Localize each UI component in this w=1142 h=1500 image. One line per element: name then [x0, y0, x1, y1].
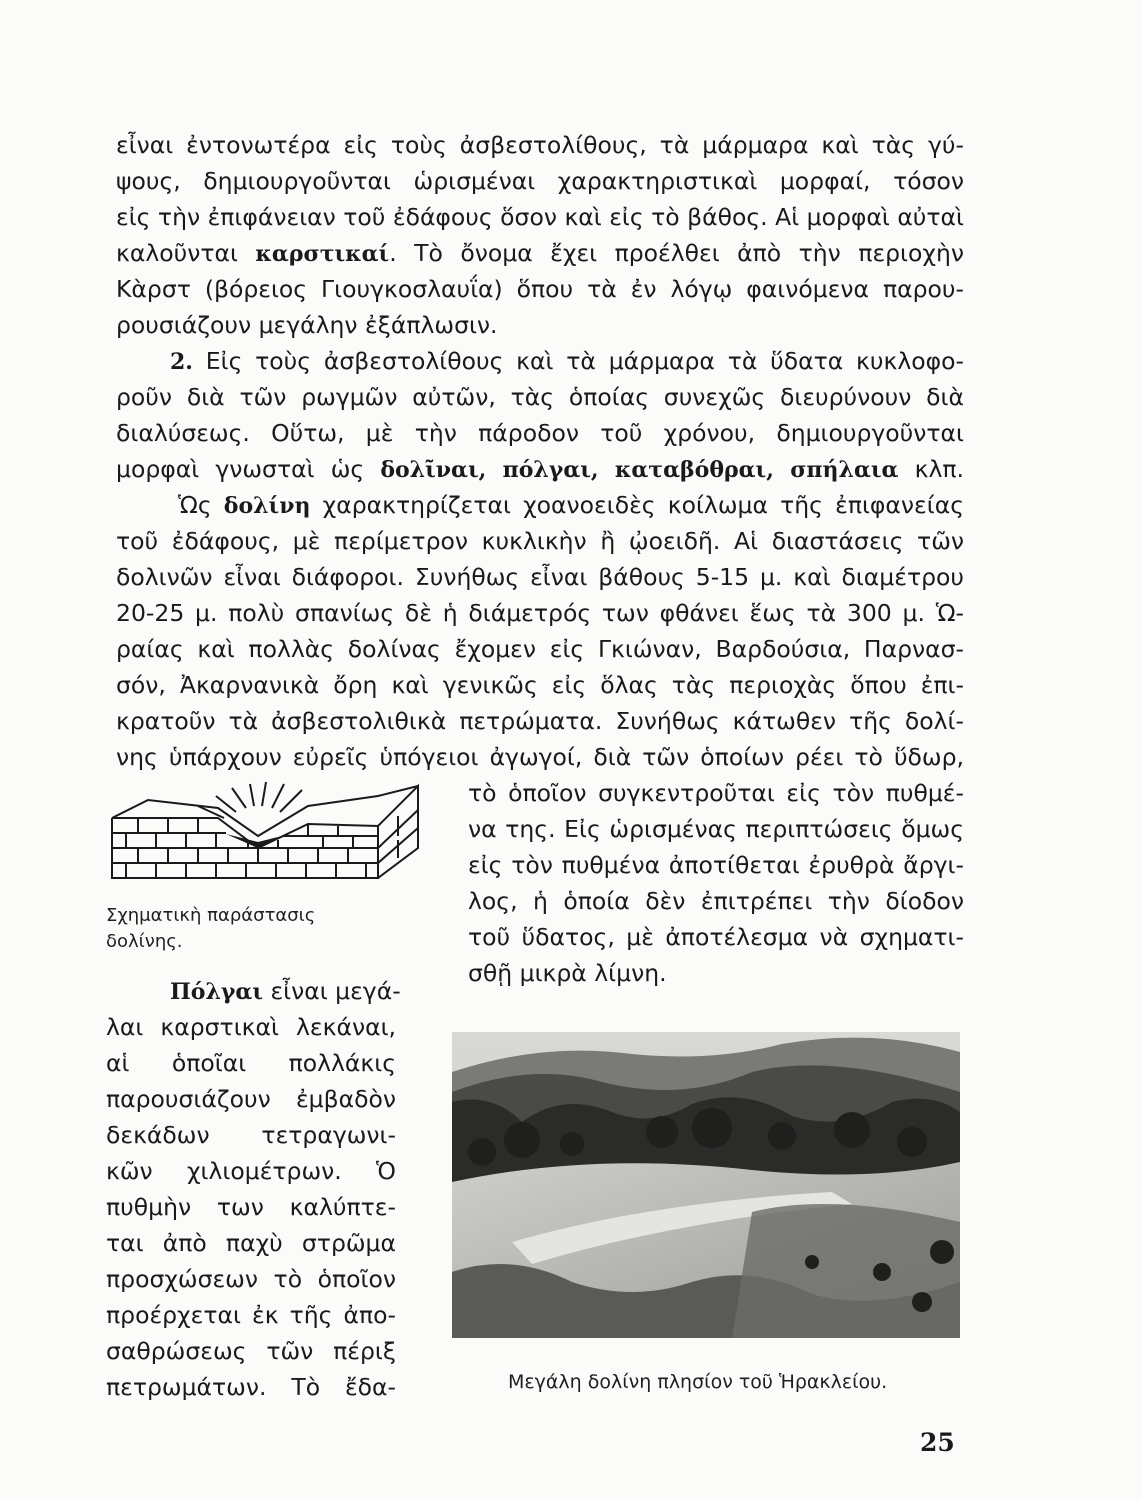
text-line: καλοῦνται καρστικαί. Τὸ ὄνομα ἔχει προέλθει ἀπὸ τὴν περιοχὴν	[116, 239, 964, 267]
text-line: εἶναι ἐντονωτέρα εἰς τοὺς ἀσβεστολίθους, τὰ μάρμαρα καὶ τὰς γύ-	[116, 131, 964, 159]
text-line: ψους, δημιουργοῦνται ὡρισμέναι χαρακτηριστικαὶ μορφαί, τόσον	[116, 167, 964, 195]
text-line: ται ἀπὸ παχὺ στρῶμα	[106, 1229, 396, 1257]
text-line: παρουσιάζουν ἐμβαδὸν	[106, 1085, 396, 1113]
text-line: τοῦ ἐδάφους, μὲ περίμετρον κυκλικὴν ἢ ᾠοειδῆ. Αἱ διαστάσεις τῶν	[116, 527, 964, 555]
text-line: δολινῶν εἶναι διάφοροι. Συνήθως εἶναι βάθους 5-15 μ. καὶ διαμέτρου	[116, 563, 964, 591]
text-line: πετρωμάτων. Τὸ ἔδα-	[106, 1373, 396, 1401]
term-polje: Πόλγαι	[170, 979, 263, 1005]
text-line: κῶν χιλιομέτρων. Ὁ	[106, 1157, 396, 1185]
text-line: 2. Εἰς τοὺς ἀσβεστολίθους καὶ τὰ μάρμαρα τὰ ὕδατα κυκλοφο-	[170, 347, 964, 375]
text-line: τὸ ὁποῖον συγκεντροῦται εἰς τὸν πυθμέ-	[468, 779, 964, 807]
text-line: λος, ἡ ὁποία δὲν ἐπιτρέπει τὴν δίοδον	[468, 887, 964, 915]
text-line: διαλύσεως. Οὕτω, μὲ τὴν πάροδον τοῦ χρόνου, δημιουργοῦνται	[116, 419, 964, 447]
text-line: σόν, Ἀκαρνανικὰ ὄρη καὶ γενικῶς εἰς ὅλας τὰς περιοχὰς ὅπου ἐπι-	[116, 671, 964, 699]
text-line: πυθμὴν των καλύπτε-	[106, 1193, 396, 1221]
text-line: Πόλγαι εἶναι μεγά-	[170, 977, 401, 1005]
text-line: προσχώσεων τὸ ὁποῖον	[106, 1265, 396, 1293]
text-line: Ὡς δολίνη χαρακτηρίζεται χοανοειδὲς κοίλωμα τῆς ἐπιφανείας	[178, 491, 964, 519]
text-line: εἰς τὸν πυθμένα ἀποτίθεται ἐρυθρὰ ἄργι-	[468, 851, 964, 879]
text-line: ροῦν διὰ τῶν ρωγμῶν αὐτῶν, τὰς ὁποίας συνεχῶς διευρύνουν διὰ	[116, 383, 964, 411]
text-line: μορφαὶ γνωσταὶ ὡς δολῖναι, πόλγαι, καταβόθραι, σπήλαια κλπ.	[116, 455, 964, 483]
diagram-caption-line: Σχηματικὴ παράστασις	[106, 905, 316, 926]
text-line: ραίας καὶ πολλὰς δολίνας ἔχομεν εἰς Γκιώναν, Βαρδούσια, Παρνασ-	[116, 635, 964, 663]
section-number: 2.	[170, 349, 193, 375]
landscape-image	[452, 1032, 960, 1338]
text-line: ρουσιάζουν μεγάλην ἐξάπλωσιν.	[116, 311, 498, 339]
text-line: λαι καρστικαὶ λεκάναι,	[106, 1013, 396, 1041]
text-line: νης ὑπάρχουν εὐρεῖς ὑπόγειοι ἀγωγοί, διὰ τῶν ὁποίων ρέει τὸ ὕδωρ,	[116, 743, 964, 771]
photo-caption: Μεγάλη δολίνη πλησίον τοῦ Ἡρακλείου.	[508, 1371, 888, 1393]
text-line: κρατοῦν τὰ ἀσβεστολιθικὰ πετρώματα. Συνήθως κάτωθεν τῆς δολί-	[116, 707, 964, 735]
term-doline: δολίνη	[223, 493, 311, 519]
term-karstikai: καρστικαί	[255, 241, 390, 267]
text-line: εἰς τὴν ἐπιφάνειαν τοῦ ἐδάφους ὅσον καὶ εἰς τὸ βάθος. Αἱ μορφαὶ αὐταὶ	[116, 203, 964, 231]
text-line: 20-25 μ. πολὺ σπανίως δὲ ἡ διάμετρός των φθάνει ἕως τὰ 300 μ. Ὡ-	[116, 599, 964, 627]
doline-diagram	[108, 778, 420, 890]
text-line: σθῇ μικρὰ λίμνη.	[468, 959, 667, 987]
page-number: 25	[920, 1428, 955, 1457]
diagram-caption-line: δολίνης.	[106, 931, 183, 952]
text-line: Κὰρστ (βόρειος Γιουγκοσλαυΐα) ὅπου τὰ ἐν λόγῳ φαινόμενα παρου-	[116, 275, 964, 303]
doline-photo	[452, 1032, 960, 1338]
text-line: αἱ ὁποῖαι πολλάκις	[106, 1049, 396, 1077]
text-line: δεκάδων τετραγωνι-	[106, 1121, 396, 1149]
text-line: προέρχεται ἐκ τῆς ἀπο-	[106, 1301, 396, 1329]
text-line: να της. Εἰς ὡρισμένας περιπτώσεις ὅμως	[468, 815, 964, 843]
text-line: τοῦ ὕδατος, μὲ ἀποτέλεσμα νὰ σχηματι-	[468, 923, 964, 951]
term-list: δολῖναι, πόλγαι, καταβόθραι, σπήλαια	[380, 457, 899, 483]
text-line: σαθρώσεως τῶν πέριξ	[106, 1337, 396, 1365]
